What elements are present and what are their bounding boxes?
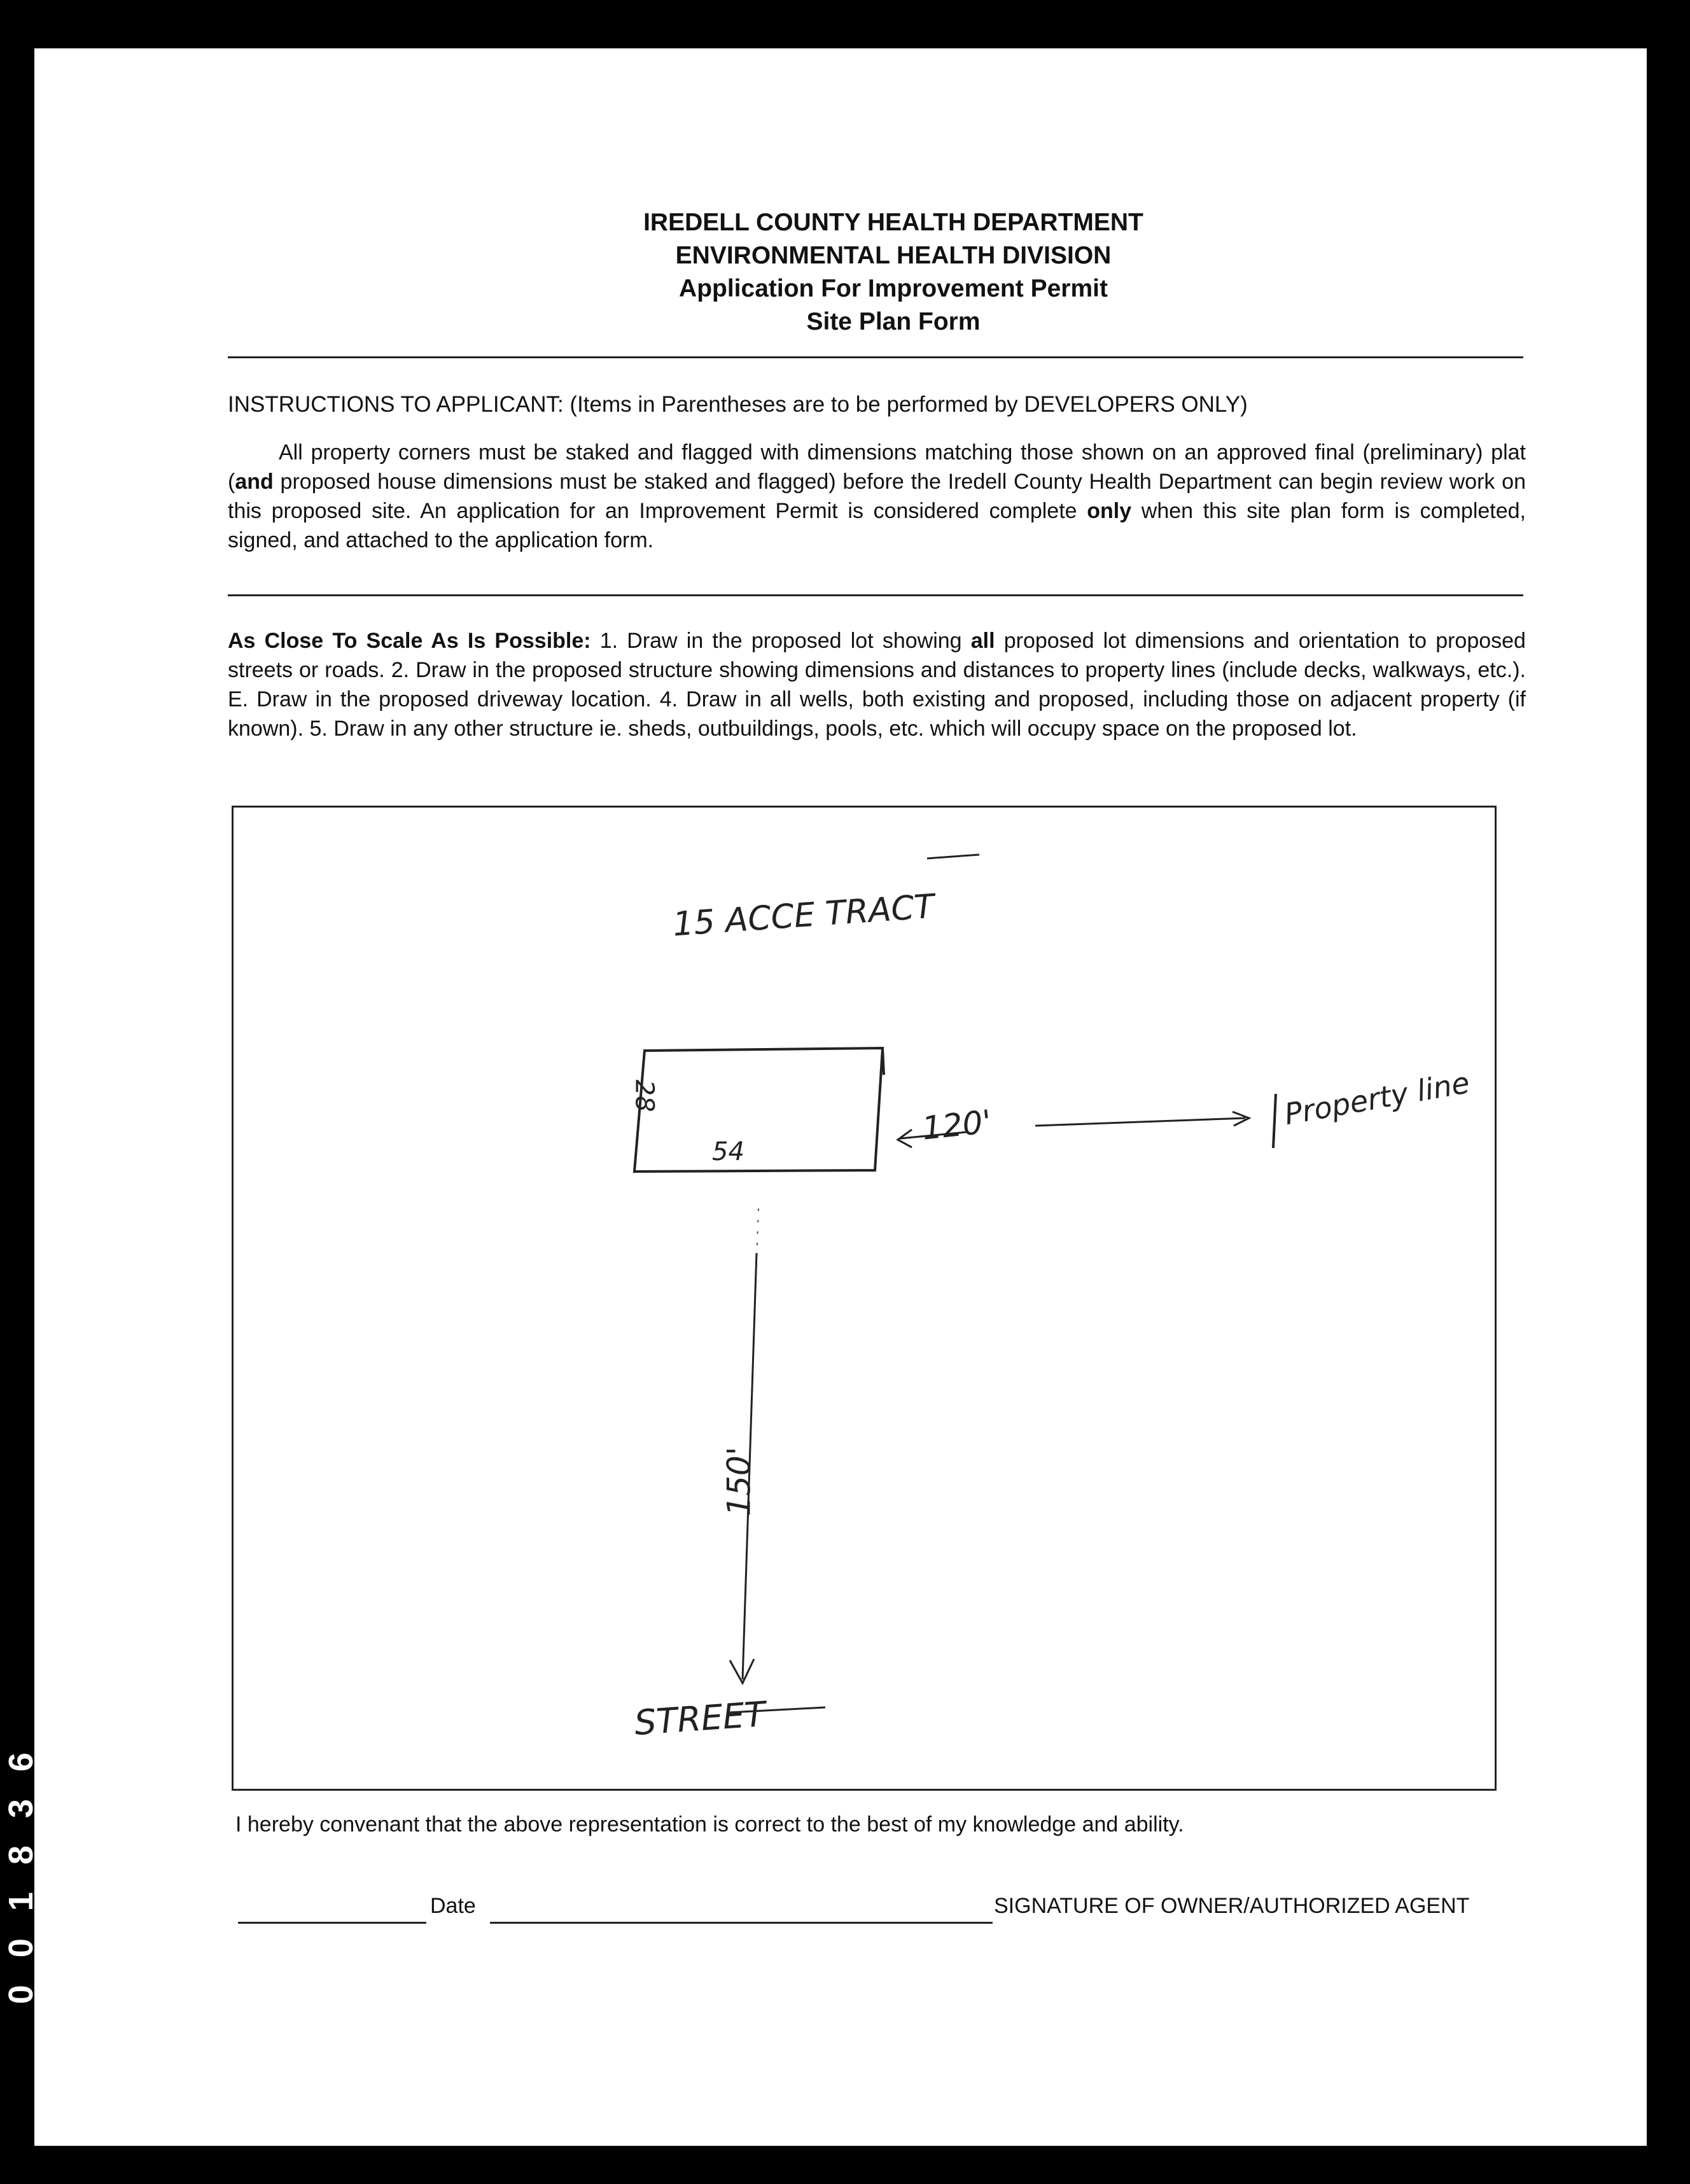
date-label: Date	[430, 1894, 476, 1918]
property-line-label: Property line	[1281, 1065, 1472, 1132]
date-signature-line[interactable]	[490, 1922, 993, 1924]
header-form-title: Application For Improvement Permit	[679, 275, 1108, 302]
instructions-bold-only: only	[1087, 499, 1132, 523]
instructions-text-2: proposed house dimensions must be staked and flagged) before the Iredell County Health Department can begin review work on this proposed site. An application for an Improvement Permit is considered complete	[228, 470, 1526, 523]
covenant-statement: I hereby convenant that the above representation is correct to the best of my knowledge and ability.	[235, 1812, 1184, 1837]
instructions-text-1: All property corners must be staked and flagged with dimensions matching those shown on an approved final (preliminary) plat (	[228, 440, 1526, 494]
property-line-mark	[1273, 1094, 1276, 1148]
margin-stamp: 0 0 1 8 3 6	[2, 1744, 40, 2005]
signature-label: SIGNATURE OF OWNER/AUTHORIZED AGENT	[994, 1894, 1470, 1918]
divider-middle	[228, 594, 1523, 596]
blank-line-1[interactable]	[238, 1922, 426, 1924]
house-depth-label: 28	[629, 1079, 659, 1112]
header-agency: IREDELL COUNTY HEALTH DEPARTMENT	[643, 209, 1143, 236]
site-plan-drawing-area[interactable]	[232, 806, 1497, 1791]
instructions-text-3: when this site plan form is completed, signed, and attached to the application form.	[228, 499, 1526, 552]
instructions-bold-and: and	[235, 470, 274, 494]
distance-150-label: 150'	[720, 1446, 758, 1516]
header-form-subtitle: Site Plan Form	[806, 308, 981, 335]
house-outline	[634, 1048, 883, 1172]
scale-instructions-text-1: 1. Draw in the proposed lot showing	[590, 629, 971, 653]
distance-120-label: 120'	[920, 1103, 993, 1147]
arrow-120-right-shaft	[1035, 1118, 1245, 1126]
instructions-paragraph	[228, 438, 1526, 555]
house-width-label: 54	[712, 1137, 744, 1166]
street-label: STREET	[633, 1693, 767, 1744]
instructions-title: INSTRUCTIONS TO APPLICANT: (Items in Parentheses are to be performed by DEVELOPERS ONLY)	[228, 392, 1248, 417]
scale-instructions	[228, 626, 1526, 743]
driveway-dotted	[757, 1208, 758, 1259]
divider-top	[228, 356, 1523, 358]
tract-label: 15 ACCE TRACT	[671, 887, 936, 944]
site-plan-sketch	[234, 808, 1495, 1789]
header-division: ENVIRONMENTAL HEALTH DIVISION	[675, 242, 1112, 269]
form-page	[34, 48, 1647, 2146]
scale-instructions-bold-all: all	[970, 629, 995, 653]
scale-instructions-text-2: proposed lot dimensions and orientation to proposed streets or roads. 2. Draw in the proposed structure showing dimensions and distances to property lines (include decks, walkways, etc.). E. Draw in the proposed driveway location. 4. Draw in all wells, both existing and proposed, including those on adjacent property (if known). 5. Draw in any other structure ie. sheds, outbuildings, pools, etc. which will occupy space on the proposed lot.	[228, 629, 1526, 741]
form-header	[391, 206, 1396, 339]
scale-instructions-label: As Close To Scale As Is Possible:	[228, 629, 591, 653]
